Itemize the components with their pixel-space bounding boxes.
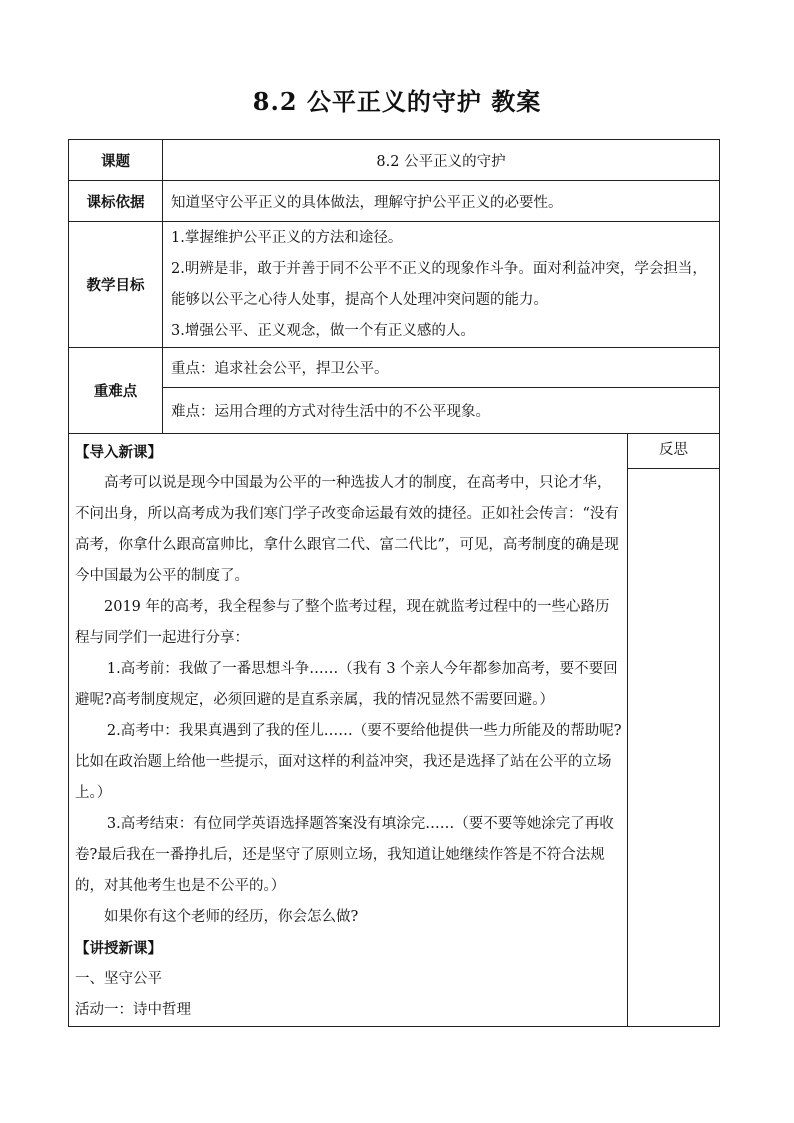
standard-row [69, 181, 720, 222]
intro-paragraph: 高考可以说是现今中国最为公平的一种选拔人才的制度，在高考中，只论才华，不问出身，所以高考成为我们寒门学子改变命运最有效的捷径。正如社会传言：“没有高考，你拿什么跟高富帅比，拿什么跟官二代、富二代比”，可见，高考制度的确是现今中国最为公平的制度了。 [75, 475, 619, 584]
lesson-info-table [68, 139, 720, 434]
goal-item: 2.明辨是非，敢于并善于同不公平不正义的现象作斗争。面对利益冲突，学会担当，能够以公平之心待人处事，提高个人处理冲突问题的能力。 [171, 260, 707, 308]
intro-paragraph: 2019 年的高考，我全程参与了整个监考过程，现在就监考过程中的一些心路历程与同学们一起进行分享： [75, 599, 610, 646]
difficult-point-row [69, 388, 720, 434]
topic-label: 课题 [69, 140, 163, 181]
topic-value: 8.2 公平正义的守护 [163, 140, 720, 181]
standard-value: 知道坚守公平正义的具体做法，理解守护公平正义的必要性。 [163, 181, 720, 222]
intro-paragraph: 3.高考结束：有位同学英语选择题答案没有填涂完……（要不要等她涂完了再收卷?最后我在一番挣扎后，还是坚守了原则立场，我知道让她继续作答是不符合法规的，对其他考生也是不公平的。） [75, 816, 614, 894]
section-heading: 一、坚守公平 [75, 971, 162, 987]
intro-heading: 【导入新课】 [75, 444, 162, 461]
goal-item: 1.掌握维护公平正义的方法和途径。 [171, 229, 403, 246]
intro-paragraph: 如果你有这个老师的经历，你会怎么做? [104, 909, 359, 925]
key-point-row [69, 348, 720, 388]
goals-row [69, 222, 720, 348]
difficult-point: 难点：运用合理的方式对待生活中的不公平现象。 [163, 388, 720, 434]
column-divider [627, 433, 628, 1026]
document-title: 8.2 公平正义的守护 教案 [252, 87, 542, 116]
reflection-header: 反思 [628, 433, 719, 469]
standard-label: 课标依据 [69, 181, 163, 222]
activity-heading: 活动一：诗中哲理 [75, 1002, 191, 1018]
key-point: 重点：追求社会公平，捍卫公平。 [163, 348, 720, 388]
intro-paragraph: 2.高考中：我果真遇到了我的侄儿……（要不要给他提供一些力所能及的帮助呢?比如在政治题上给他一些提示，面对这样的利益冲突，我还是选择了站在公平的立场上。） [75, 723, 622, 801]
keypoints-label: 重难点 [69, 348, 163, 434]
lesson-content-box [68, 433, 720, 1027]
goals-label: 教学目标 [69, 222, 163, 348]
topic-row [69, 140, 720, 181]
goals-cell [163, 222, 720, 348]
intro-paragraph: 1.高考前：我做了一番思想斗争……（我有 3 个亲人今年都参加高考，要不要回避呢?高考制度规定，必须回避的是直系亲属，我的情况显然不需要回避。） [75, 661, 618, 708]
lecture-heading: 【讲授新课】 [75, 940, 162, 957]
goal-item: 3.增强公平、正义观念，做一个有正义感的人。 [171, 322, 475, 339]
lesson-content [75, 437, 623, 1026]
